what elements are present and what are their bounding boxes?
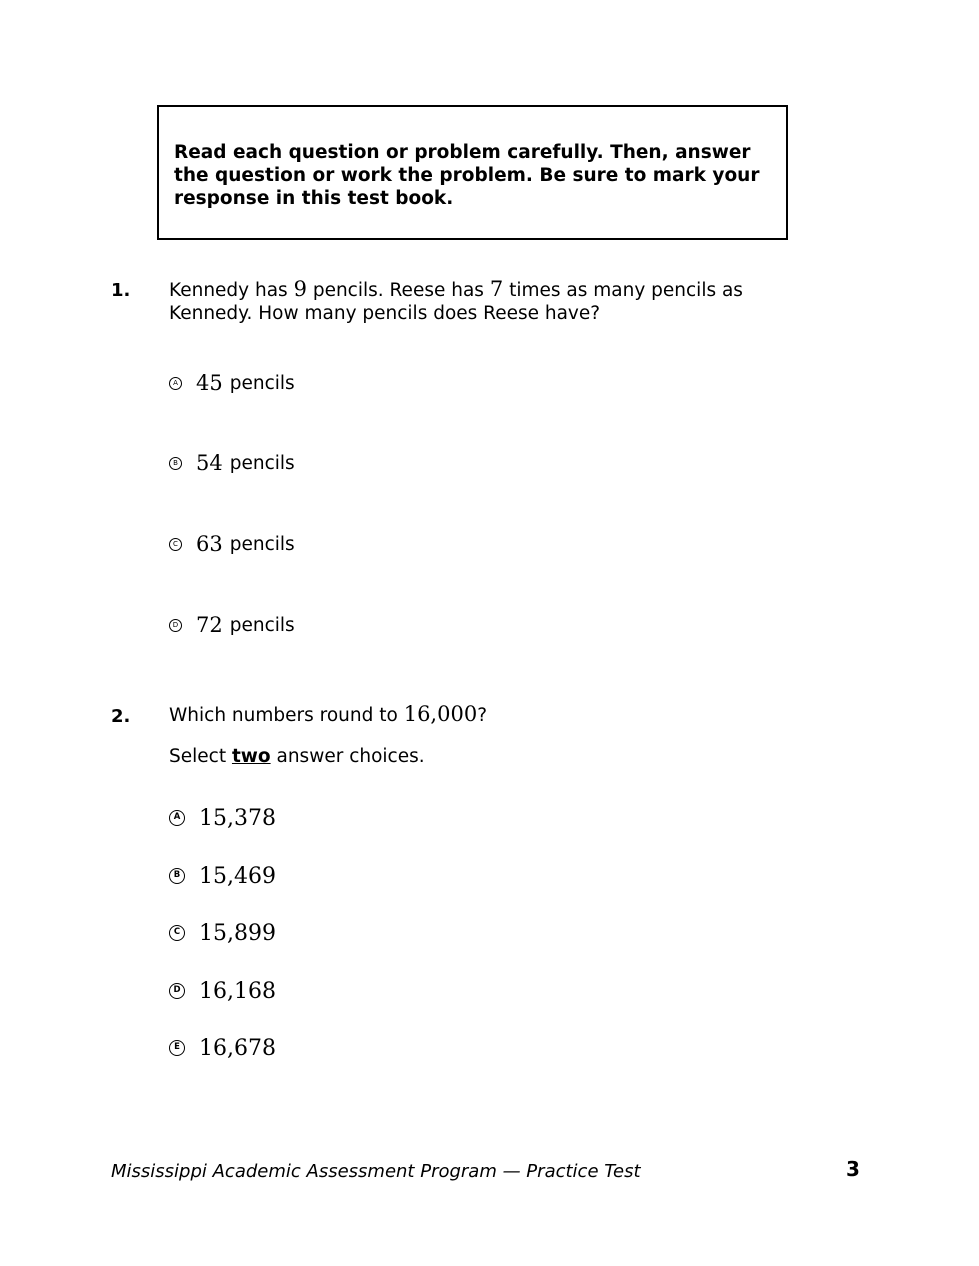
q2-option-d[interactable] <box>169 976 276 1006</box>
option-value: 15,469 <box>199 863 276 889</box>
answer-bubble-icon[interactable]: B <box>169 868 185 884</box>
question-1-stem <box>169 278 779 325</box>
question-1-number: 1. <box>111 280 131 301</box>
option-value: 72 <box>196 613 223 637</box>
stem-text: ? <box>477 705 488 726</box>
select-text: answer choices. <box>270 746 425 767</box>
select-emphasis: two <box>231 746 271 767</box>
q2-option-a[interactable] <box>169 803 276 833</box>
stem-text: pencils. Reese has <box>306 280 490 301</box>
footer-title: Mississippi Academic Assessment Program — Practice Test <box>111 1161 641 1182</box>
stem-text: Which numbers round to <box>169 705 404 726</box>
stem-number: 7 <box>489 277 504 301</box>
answer-bubble-icon[interactable]: D <box>169 619 182 632</box>
stem-number: 16,000 <box>403 702 478 726</box>
option-value: 15,899 <box>199 920 276 946</box>
answer-bubble-icon[interactable]: D <box>169 983 185 999</box>
page-number: 3 <box>846 1157 860 1181</box>
question-2-stem <box>169 703 779 727</box>
option-value: 16,168 <box>199 978 276 1004</box>
select-instruction <box>169 746 425 767</box>
answer-bubble-icon[interactable]: C <box>169 538 182 551</box>
stem-text: times as many pencils as Kennedy. How many pencils does Reese have? <box>169 280 743 324</box>
option-unit: pencils <box>229 452 295 474</box>
select-text: Select <box>169 746 232 767</box>
q1-option-b[interactable] <box>169 448 295 478</box>
q1-option-c[interactable] <box>169 529 295 559</box>
stem-text: Kennedy has <box>169 280 294 301</box>
stem-number: 9 <box>293 277 307 301</box>
option-unit: pencils <box>229 614 295 636</box>
question-2-number: 2. <box>111 706 131 727</box>
instructions-box <box>157 105 788 240</box>
q2-option-b[interactable] <box>169 861 276 891</box>
q1-option-a[interactable] <box>169 368 295 398</box>
answer-bubble-icon[interactable]: B <box>169 457 182 470</box>
answer-bubble-icon[interactable]: A <box>169 377 182 390</box>
instructions-text: Read each question or problem carefully. Then, answer the question or work the problem. Be sure to mark your response in this test book. <box>174 142 760 209</box>
option-value: 16,678 <box>199 1035 276 1061</box>
option-value: 63 <box>196 532 223 556</box>
option-value: 54 <box>196 451 223 475</box>
option-unit: pencils <box>229 533 295 555</box>
option-unit: pencils <box>229 372 295 394</box>
answer-bubble-icon[interactable]: A <box>169 810 185 826</box>
option-value: 45 <box>196 371 223 395</box>
answer-bubble-icon[interactable]: C <box>169 925 185 941</box>
q2-option-c[interactable] <box>169 918 276 948</box>
option-value: 15,378 <box>199 805 276 831</box>
q1-option-d[interactable] <box>169 610 295 640</box>
answer-bubble-icon[interactable]: E <box>169 1040 185 1056</box>
q2-option-e[interactable] <box>169 1033 276 1063</box>
